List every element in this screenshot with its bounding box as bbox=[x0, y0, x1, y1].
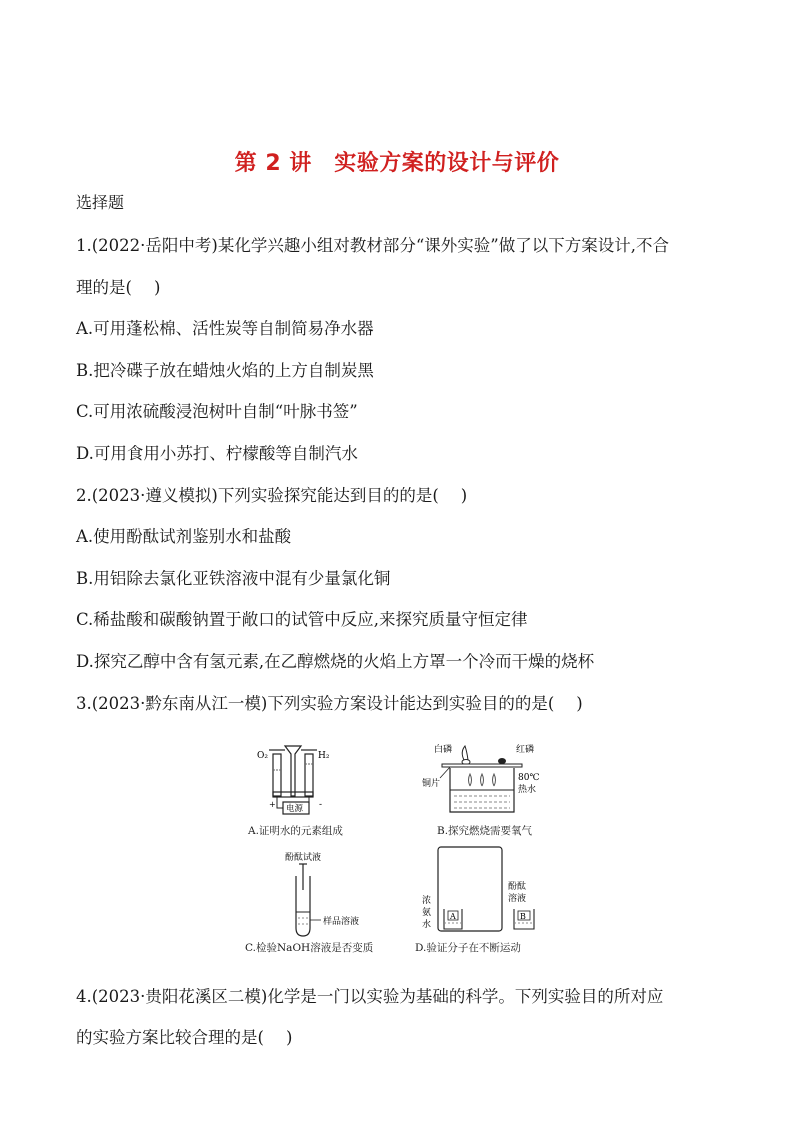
label-ammonia-3: 水 bbox=[422, 920, 432, 930]
q1-option-a: A.可用蓬松棉、活性炭等自制简易净水器 bbox=[76, 319, 374, 338]
figure-b-caption: B.探究燃烧需要氧气 bbox=[437, 825, 533, 837]
q2-option-c: C.稀盐酸和碳酸钠置于敞口的试管中反应,来探究质量守恒定律 bbox=[76, 610, 528, 629]
q1-stem-line2 bbox=[76, 274, 160, 298]
section-heading: 选择题 bbox=[76, 193, 125, 212]
figure-c-caption: C.检验NaOH溶液是否变质 bbox=[245, 942, 374, 954]
copper-plate bbox=[442, 764, 522, 767]
label-plus: + bbox=[269, 800, 276, 809]
label-temperature: 80℃ bbox=[518, 773, 540, 783]
label-phenol-2: 溶液 bbox=[508, 894, 527, 904]
label-o2: O₂ bbox=[257, 751, 268, 761]
figure-d-molecular-motion bbox=[418, 843, 558, 938]
q2-option-a: A.使用酚酞试剂鉴别水和盐酸 bbox=[76, 527, 292, 546]
label-h2: H₂ bbox=[318, 751, 330, 761]
page-title: 第 2 讲 实验方案的设计与评价 bbox=[234, 151, 560, 176]
q2-stem-text: 2.(2023·遵义模拟)下列实验探究能达到目的的是( bbox=[76, 486, 439, 505]
label-a: A bbox=[450, 912, 456, 921]
q1-stem-close: ) bbox=[153, 278, 161, 297]
q2-stem-close: ) bbox=[460, 486, 468, 505]
figure-a-caption: A.证明水的元素组成 bbox=[248, 825, 343, 837]
center-funnel bbox=[285, 746, 301, 796]
flame-icon bbox=[462, 746, 468, 760]
q1-option-b: B.把冷碟子放在蜡烛火焰的上方自制炭黑 bbox=[76, 361, 374, 380]
q1-stem-text: 理的是( bbox=[76, 278, 132, 297]
q4-stem-close: ) bbox=[285, 1028, 293, 1047]
q4-stem-line1: 4.(2023·贵阳花溪区二模)化学是一门以实验为基础的科学。下列实验目的所对应 bbox=[76, 987, 664, 1006]
left-tube bbox=[273, 754, 281, 796]
q1-option-d: D.可用食用小苏打、柠檬酸等自制汽水 bbox=[76, 444, 358, 463]
q1-option-c: C.可用浓硫酸浸泡树叶自制“叶脉书签” bbox=[76, 402, 358, 421]
right-tube bbox=[305, 754, 313, 796]
label-ammonia-1: 浓 bbox=[422, 896, 432, 906]
figure-c-naoh-test bbox=[265, 850, 375, 938]
q1-stem-line1: 1.(2022·岳阳中考)某化学兴趣小组对教材部分“课外实验”做了以下方案设计,不合 bbox=[76, 236, 669, 255]
label-minus: - bbox=[319, 800, 323, 810]
q4-stem-line2 bbox=[76, 1024, 292, 1048]
figure-d-caption: D.验证分子在不断运动 bbox=[415, 942, 521, 954]
label-ammonia-2: 氨 bbox=[422, 908, 432, 918]
label-hot-water: 热水 bbox=[518, 785, 537, 795]
q2-stem bbox=[76, 482, 467, 506]
figure-b-combustion bbox=[420, 740, 560, 820]
label-red-phosphorus: 红磷 bbox=[516, 745, 535, 755]
q2-option-d: D.探究乙醇中含有氢元素,在乙醇燃烧的火焰上方罩一个冷而干燥的烧杯 bbox=[76, 652, 595, 671]
label-copper: 铜片 bbox=[422, 779, 441, 789]
q2-option-b: B.用铝除去氯化亚铁溶液中混有少量氯化铜 bbox=[76, 569, 391, 588]
q4-stem-text: 的实验方案比较合理的是( bbox=[76, 1028, 264, 1047]
q3-stem-text: 3.(2023·黔东南从江一模)下列实验方案设计能达到实验目的的是( bbox=[76, 694, 555, 713]
figure-a-electrolysis bbox=[255, 740, 365, 820]
label-b: B bbox=[520, 912, 526, 921]
label-sample: 样品溶液 bbox=[323, 917, 360, 927]
label-white-phosphorus: 白磷 bbox=[434, 745, 453, 755]
label-reagent: 酚酞试液 bbox=[285, 853, 322, 863]
q3-stem-close: ) bbox=[576, 694, 583, 713]
q3-stem bbox=[76, 690, 583, 714]
label-phenol-1: 酚酞 bbox=[508, 882, 527, 892]
label-power: 电源 bbox=[286, 804, 304, 814]
